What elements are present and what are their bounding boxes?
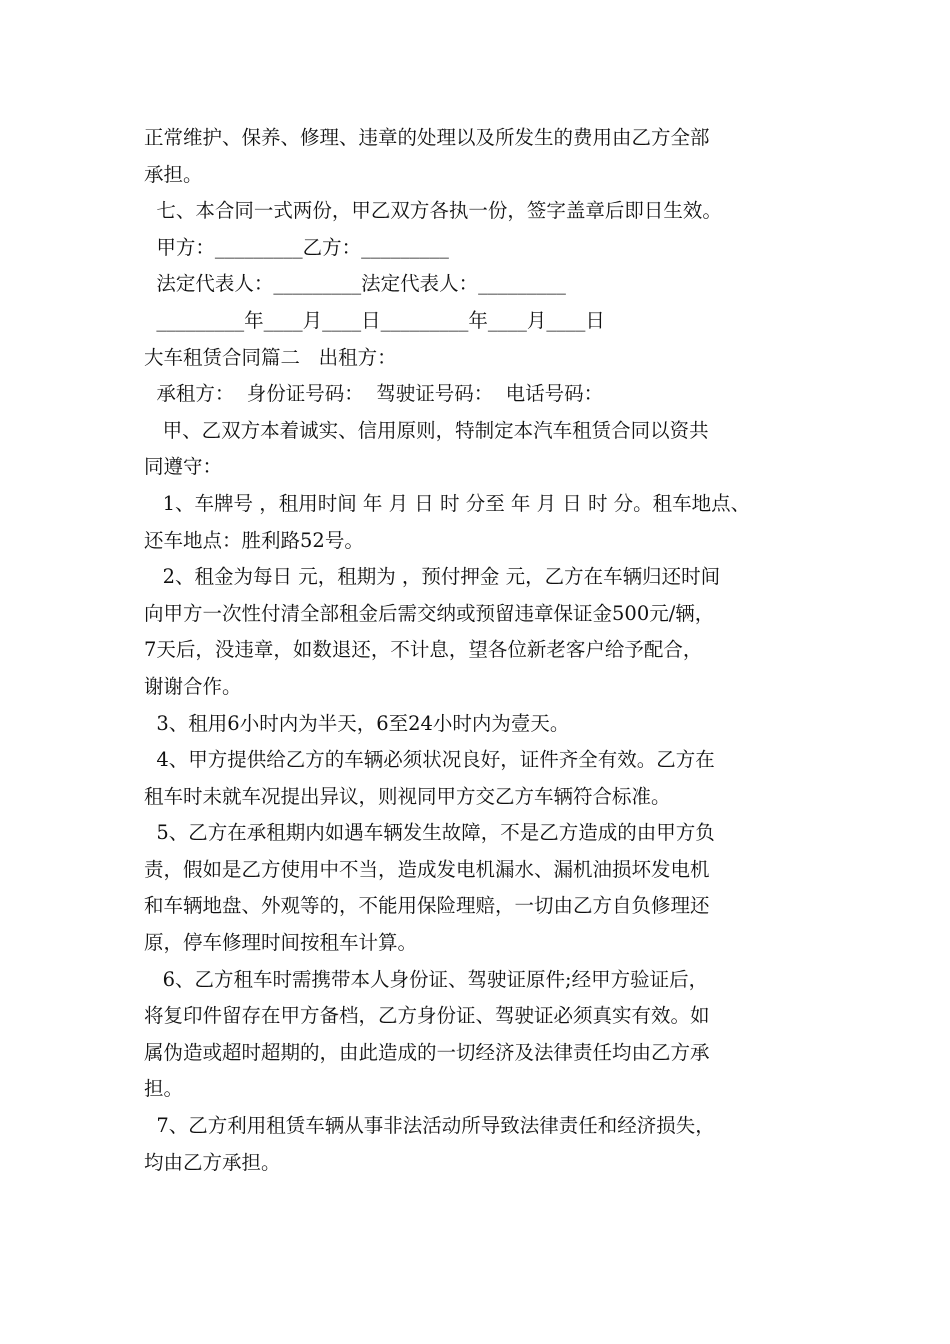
representative-line: 法定代表人：_________法定代表人：_________	[144, 272, 566, 296]
text-line: 7天后，没违章，如数退还，不计息，望各位新老客户给予配合，	[144, 638, 703, 662]
section-heading: 大车租赁合同篇二 出租方：	[144, 345, 397, 369]
text-line: 承担。	[144, 162, 203, 186]
text-line: 还车地点：胜利路52号。	[144, 528, 364, 552]
text-line: 将复印件留存在甲方备档，乙方身份证、驾驶证必须真实有效。如	[144, 1004, 710, 1028]
text-line: 向甲方一次性付清全部租金后需交纳或预留违章保证金500元/辆，	[144, 601, 715, 625]
document-page	[144, 120, 824, 1181]
text-line: 4、甲方提供给乙方的车辆必须状况良好，证件齐全有效。乙方在	[144, 748, 715, 772]
text-line: 2、租金为每日 元，租期为 ，预付押金 元，乙方在车辆归还时间	[144, 565, 721, 589]
text-line: 7、乙方利用租赁车辆从事非法活动所导致法律责任和经济损失，	[144, 1114, 715, 1138]
date-line: _________年____月____日_________年____月____日	[144, 308, 605, 332]
text-line: 和车辆地盘、外观等的，不能用保险理赔，一切由乙方自负修理还	[144, 894, 710, 918]
text-line: 属伪造或超时超期的，由此造成的一切经济及法律责任均由乙方承	[144, 1040, 710, 1064]
text-line: 担。	[144, 1077, 184, 1101]
text-line: 责，假如是乙方使用中不当，造成发电机漏水、漏机油损坏发电机	[144, 857, 710, 881]
text-line: 原，停车修理时间按租车计算。	[144, 931, 418, 955]
text-line: 甲、乙双方本着诚实、信用原则，特制定本汽车租赁合同以资共	[144, 418, 709, 442]
text-line: 3、租用6小时内为半天，6至24小时内为壹天。	[144, 711, 570, 735]
text-line: 谢谢合作。	[144, 674, 242, 698]
text-line: 均由乙方承担。	[144, 1150, 281, 1174]
signature-line: 甲方：_________乙方：_________	[144, 235, 449, 259]
text-line: 5、乙方在承租期内如遇车辆发生故障，不是乙方造成的由甲方负	[144, 821, 715, 845]
text-line: 正常维护、保养、修理、违章的处理以及所发生的费用由乙方全部	[144, 126, 710, 149]
text-line: 1、车牌号 ，租用时间 年 月 日 时 分至 年 月 日 时 分。租车地点、	[144, 491, 751, 515]
text-line: 承租方： 身份证号码： 驾驶证号码： 电话号码：	[144, 382, 604, 406]
text-line: 七、本合同一式两份，甲乙双方各执一份，签字盖章后即日生效。	[144, 199, 722, 223]
text-line: 租车时未就车况提出异议，则视同甲方交乙方车辆符合标准。	[144, 784, 671, 808]
text-line: 6、乙方租车时需携带本人身份证、驾驶证原件;经甲方验证后，	[144, 967, 709, 991]
text-line: 同遵守：	[144, 455, 223, 479]
